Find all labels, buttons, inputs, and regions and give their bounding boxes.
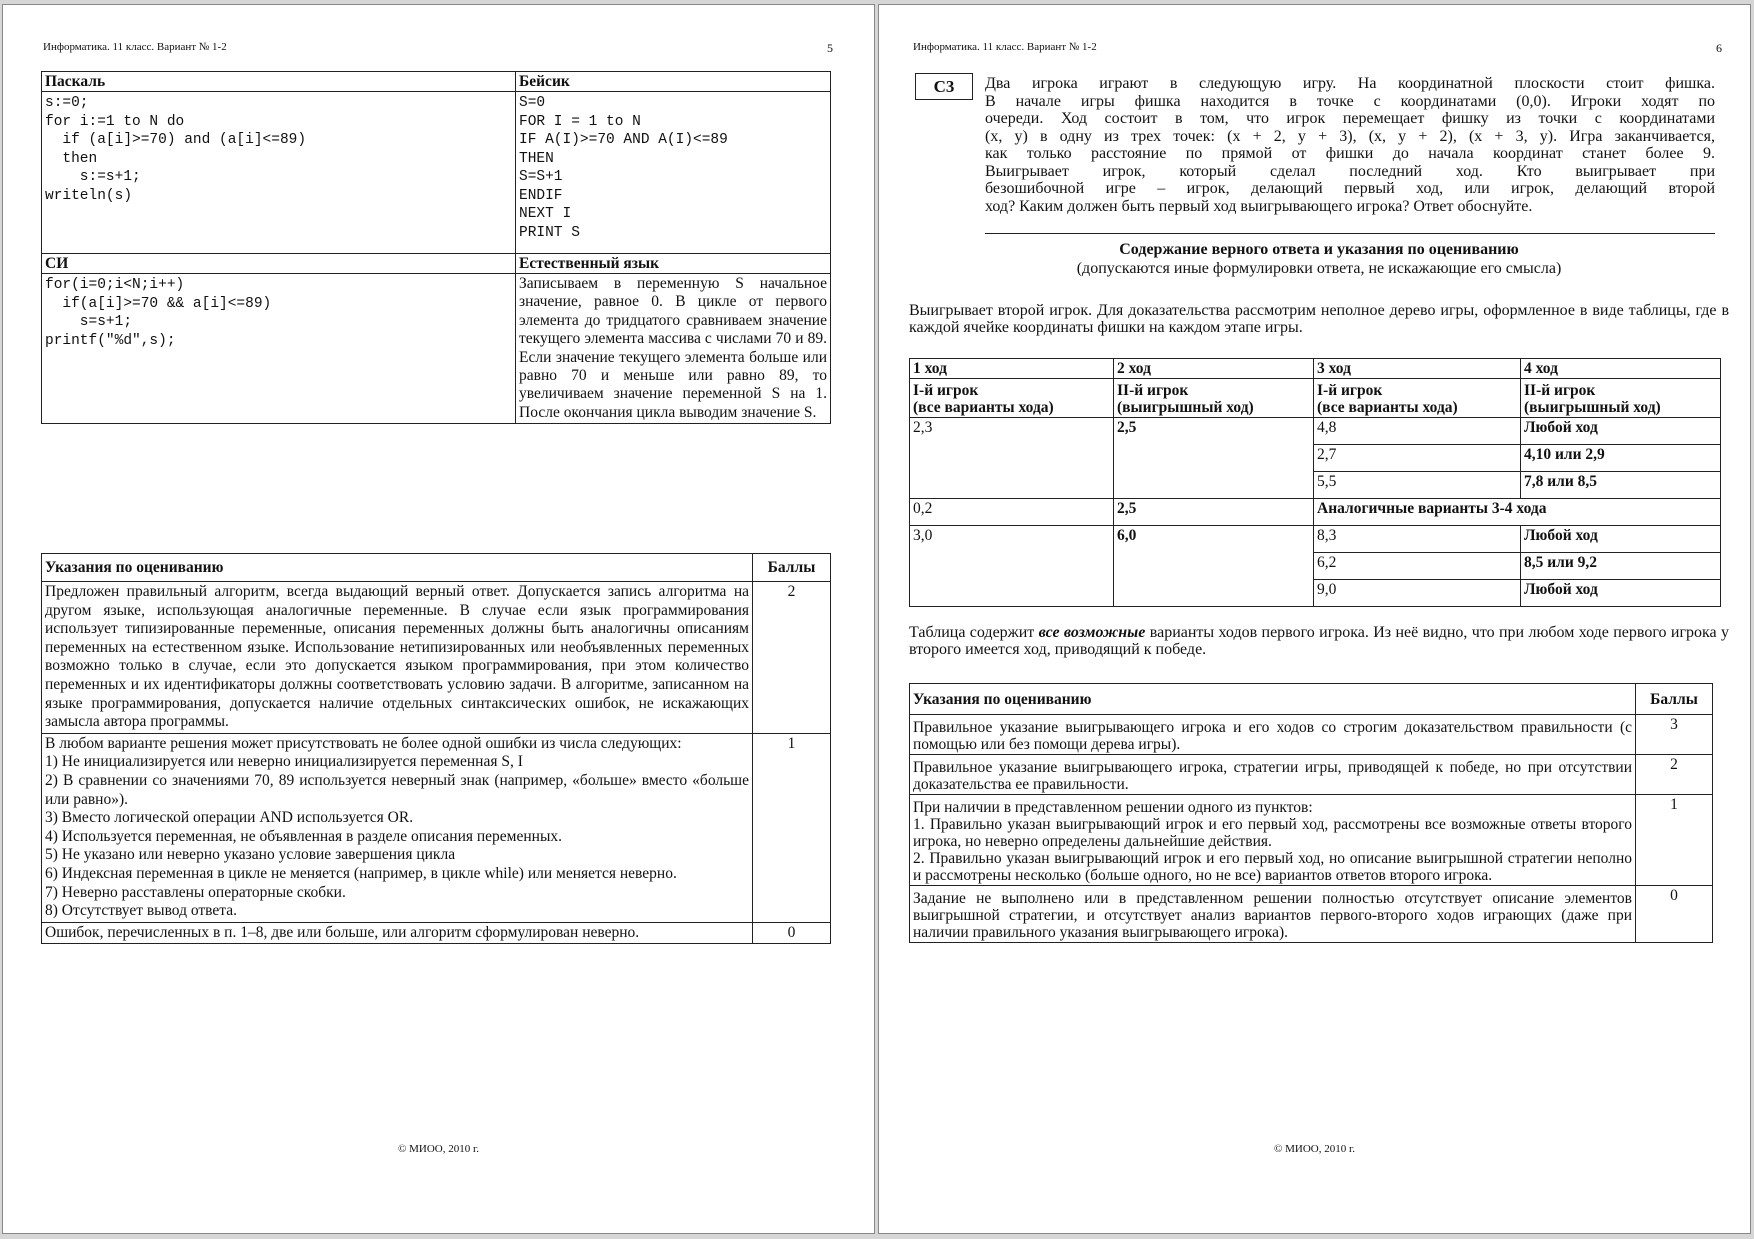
tree-cell: 8,3 xyxy=(1314,526,1521,553)
natural-title: Естественный язык xyxy=(516,254,831,274)
points-header: Баллы xyxy=(1636,684,1713,715)
criteria-intro: В любом варианте решения может присутствовать не более одной ошибки из числа следующих: xyxy=(45,734,682,752)
points-value: 2 xyxy=(1636,755,1713,795)
criteria-row: Предложен правильный алгоритм, всегда выдающий верный ответ. Допускается запись алгоритма на другом языке, использующая аналогичные переменные. В случае если язык программирования использует типизированные переменные, описания переменных должны быть аналогичны описаниям переменных на естественном языке. Использование нетипизированных или необъявленных переменных возможно только в случае, если это допускается языком программирования, при этом количество переменных и их идентификаторы должны соответствовать условию задачи. В алгоритме, записанном на языке программирования, допускается наличие отдельных синтаксических ошибок, не искажающих замысла автора программы. xyxy=(42,582,753,734)
tree-header: 3 ход xyxy=(1314,359,1521,379)
page-footer: © МИОО, 2010 г. xyxy=(398,1143,479,1155)
points-header: Баллы xyxy=(753,554,831,582)
page-number: 5 xyxy=(827,41,833,55)
basic-code: S=0 FOR I = 1 to N IF A(I)>=70 AND A(I)<=89 THEN S=S+1 ENDIF NEXT I PRINT S xyxy=(516,92,831,254)
tree-cell: 7,8 или 8,5 xyxy=(1521,472,1721,499)
tree-cell: 2,7 xyxy=(1314,445,1521,472)
task-statement xyxy=(985,75,1715,215)
grading-table xyxy=(41,553,831,944)
tree-subheader: I-й игрок (все варианты хода) xyxy=(1314,379,1521,418)
tree-cell: Любой ход xyxy=(1521,580,1721,607)
tree-header: 1 ход xyxy=(910,359,1114,379)
answer-subtitle: (допускаются иные формулировки ответа, не искажающие его смысла) xyxy=(1076,260,1562,277)
tree-cell: Любой ход xyxy=(1521,526,1721,553)
task-line: ход? Каким должен быть первый ход выигрывающего игрока? Ответ обоснуйте. xyxy=(985,197,1533,215)
conclusion-emphasis: все возможные xyxy=(1038,624,1146,641)
tree-cell: 8,5 или 9,2 xyxy=(1521,553,1721,580)
points-value: 1 xyxy=(1636,795,1713,886)
tree-cell: 2,5 xyxy=(1114,499,1314,526)
tree-cell: 4,8 xyxy=(1314,418,1521,445)
points-value: 3 xyxy=(1636,715,1713,755)
error-item: 3) Вместо логической операции AND используется OR. xyxy=(45,809,414,827)
tree-note: Аналогичные варианты 3-4 хода xyxy=(1314,499,1721,526)
task-line: Два игрока играют в следующую игру. На координатной плоскости стоит фишка. xyxy=(985,75,1715,92)
tree-cell: 9,0 xyxy=(1314,580,1521,607)
natural-language-text: Записываем в переменную S начальное значение, равное 0. В цикле от первого элемента до тридцатого сравниваем значение текущего элемента массива с числами 70 и 89. Если значение текущего элемента больше или равно 70 и меньше или равно 89, то увеличиваем значение переменной S на 1. После окончания цикла выводим значение S. xyxy=(516,274,831,424)
pascal-code: s:=0; for i:=1 to N do if (a[i]>=70) and (a[i]<=89) then s:=s+1; writeln(s) xyxy=(42,92,516,254)
page-header: Информатика. 11 класс. Вариант № 1-2 xyxy=(43,41,227,53)
answer-title: Содержание верного ответа и указания по оцениванию xyxy=(1119,241,1519,258)
criteria-item: 2. Правильно указан выигрывающий игрок и его первый ход, но описание выигрышной стратегии неполно и рассмотрены несколько (больше одного, но не все) вариантов ответов второго игрока. xyxy=(913,850,1632,884)
left-page xyxy=(2,4,875,1234)
tree-cell: Любой ход xyxy=(1521,418,1721,445)
criteria-item: 1. Правильно указан выигрывающий игрок и его первый ход, рассмотрены все возможные ответы второго игрока, но неверно определены дальнейшие действия. xyxy=(913,816,1632,850)
criteria-row: Правильное указание выигрывающего игрока, стратегии игры, приводящей к победе, но при отсутствии доказательства ее правильности. xyxy=(910,755,1636,795)
criteria-intro: При наличии в представленном решении одного из пунктов: xyxy=(913,799,1313,816)
tree-header: 4 ход xyxy=(1521,359,1721,379)
c-title: СИ xyxy=(42,254,516,274)
task-label: С3 xyxy=(915,73,973,100)
points-value: 2 xyxy=(753,582,831,734)
conclusion xyxy=(909,624,1729,658)
error-item: 5) Не указано или неверно указано условие завершения цикла xyxy=(45,846,456,864)
tree-cell: 3,0 xyxy=(910,526,1114,607)
error-item: 7) Неверно расставлены операторные скобки. xyxy=(45,883,346,901)
points-value: 0 xyxy=(1636,886,1713,943)
criteria-row: Ошибок, перечисленных в п. 1–8, две или больше, или алгоритм сформулирован неверно. xyxy=(42,922,753,944)
right-page xyxy=(878,4,1751,1234)
error-item: 4) Используется переменная, не объявленная в разделе описания переменных. xyxy=(45,827,562,845)
tree-header: 2 ход xyxy=(1114,359,1314,379)
tree-cell: 2,5 xyxy=(1114,418,1314,499)
code-table xyxy=(41,71,831,424)
pascal-title: Паскаль xyxy=(42,72,516,92)
criteria-row: Задание не выполнено или в представленном решении полностью отсутствует описание элементов выигрышной стратегии, и отсутствует анализ вариантов первого-второго ходов играющих (даже при наличии правильного указания выигрывающего игрока). xyxy=(910,886,1636,943)
task-line: безошибочной игре – игрок, делающий первый ход, или игрок, делающий второй xyxy=(985,180,1715,197)
conclusion-text: варианты ходов первого игрока. Из неё видно, что при любом ходе первого игрока у второго имеется ход, приводящий к победе. xyxy=(909,624,1729,658)
conclusion-text: Таблица содержит xyxy=(909,624,1039,641)
error-item: 6) Индексная переменная в цикле не меняется (например, в цикле while) или меняется неверно. xyxy=(45,864,677,882)
tree-cell: 2,3 xyxy=(910,418,1114,499)
basic-title: Бейсик xyxy=(516,72,831,92)
task-line: Выигрывает игрок, который сделал последний ход. Кто выигрывает при xyxy=(985,162,1715,180)
tree-subheader: II-й игрок (выигрышный ход) xyxy=(1521,379,1721,418)
c-code: for(i=0;i<N;i++) if(a[i]>=70 && a[i]<=89) s=s+1; printf("%d",s); xyxy=(42,274,516,424)
game-tree-table xyxy=(909,358,1721,607)
points-value: 0 xyxy=(753,922,831,944)
tree-cell: 4,10 или 2,9 xyxy=(1521,445,1721,472)
points-value: 1 xyxy=(753,733,831,922)
error-item: 2) В сравнении со значениями 70, 89 используется неверный знак (например, «больше» вместо «больше или равно»). xyxy=(45,771,749,808)
page-header: Информатика. 11 класс. Вариант № 1-2 xyxy=(913,41,1097,53)
error-item: 8) Отсутствует вывод ответа. xyxy=(45,902,238,920)
tree-subheader: II-й игрок (выигрышный ход) xyxy=(1114,379,1314,418)
task-line: как только расстояние по прямой от фишки до начала координат станет более 9. xyxy=(985,145,1715,162)
answer-intro: Выигрывает второй игрок. Для доказательства рассмотрим неполное дерево игры, оформленное в виде таблицы, где в каждой ячейке координаты фишки на каждом этапе игры. xyxy=(909,302,1729,336)
criteria-header: Указания по оцениванию xyxy=(42,554,753,582)
task-line: очереди. Ход состоит в том, что игрок перемещает фишку из точки с координатами xyxy=(985,110,1715,127)
tree-cell: 6,2 xyxy=(1314,553,1521,580)
statement-divider xyxy=(985,233,1715,234)
criteria-row xyxy=(910,795,1636,886)
error-item: 1) Не инициализируется или неверно инициализируется переменная S, I xyxy=(45,753,523,771)
criteria-header: Указания по оцениванию xyxy=(910,684,1636,715)
page-footer: © МИОО, 2010 г. xyxy=(1274,1143,1355,1155)
tree-cell: 6,0 xyxy=(1114,526,1314,607)
page-number: 6 xyxy=(1716,41,1722,55)
task-line: (x, y) в одну из трех точек: (x + 2, y + 3), (x, y + 2), (x + 3, y). Игра заканчивается, xyxy=(985,127,1715,145)
criteria-row: Правильное указание выигрывающего игрока и его ходов со строгим доказательством правильности (с помощью или без помощи дерева игры). xyxy=(910,715,1636,755)
task-line: В начале игры фишка находится в точке с координатами (0,0). Игроки ходят по xyxy=(985,92,1715,110)
grading-table xyxy=(909,683,1713,943)
criteria-row xyxy=(42,733,753,922)
tree-cell: 0,2 xyxy=(910,499,1114,526)
tree-subheader: I-й игрок (все варианты хода) xyxy=(910,379,1114,418)
tree-cell: 5,5 xyxy=(1314,472,1521,499)
